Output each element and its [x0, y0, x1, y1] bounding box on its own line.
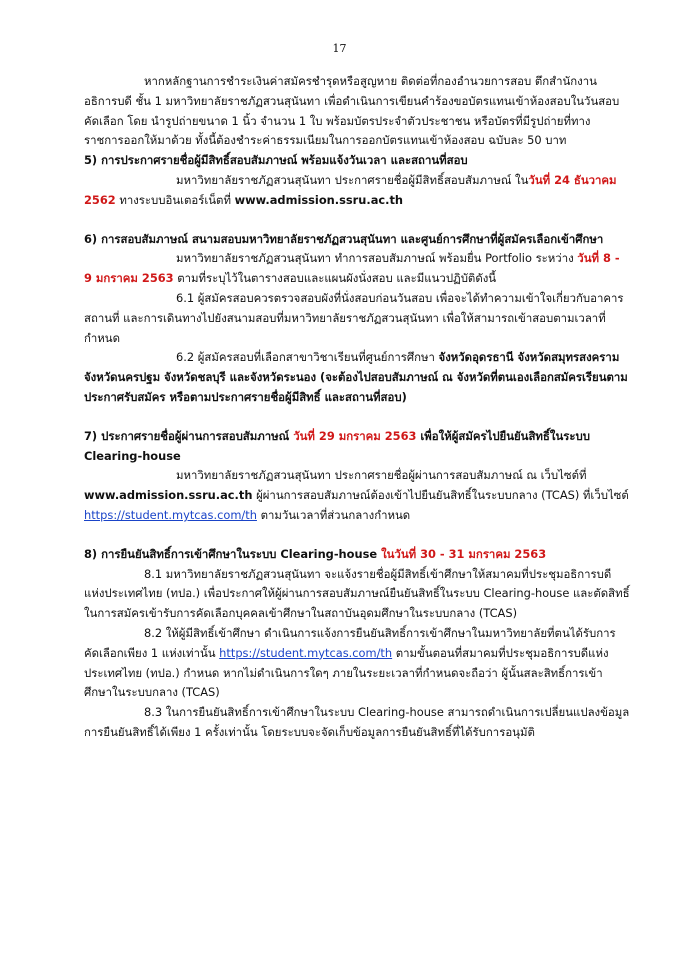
section-7-body — [84, 466, 630, 525]
section-6-item-2 — [84, 348, 630, 407]
section-7-heading-text-2: เพื่อให้ผู้สมัครไปยืนยันสิทธิ์ในระบบ Clearing-house — [84, 428, 590, 463]
section-8-item-3: 8.3 ในการยืนยันสิทธิ์การเข้าศึกษาในระบบ Clearing-house สามารถดำเนินการเปลี่ยนแปลงข้อมูลการยืนยันสิทธิ์ได้เพียง 1 ครั้งเท่านั้น โดยระบบจะจัดเก็บข้อมูลการยืนยันสิทธิ์ที่ได้รับการอนุมัติ — [84, 705, 630, 739]
page-content — [84, 72, 630, 743]
section-6-text-2: ตามที่ระบุไว้ในตารางสอบและแผนผังนั่งสอบ และมีแนวปฏิบัติดังนี้ — [173, 271, 497, 286]
section-6-date: วันที่ 8 - 9 มกราคม 2563 — [84, 251, 620, 286]
mytcas-link[interactable]: https://student.mytcas.com/th — [84, 507, 257, 522]
section-6-item-2-provinces: จังหวัดอุดรธานี จังหวัดสมุทรสงคราม จังหวัดนครปฐม จังหวัดชลบุรี และจังหวัดระนอง (จะต้องไปสอบสัมภาษณ์ ณ จังหวัดที่ตนเองเลือกสมัครเรียนตามประกาศรับสมัคร หรือตามประกาศรายชื่อผู้มีสิทธิ์ และสถานที่สอบ) — [84, 350, 628, 404]
section-7-heading — [84, 427, 630, 467]
admission-url[interactable]: www.admission.ssru.ac.th — [234, 192, 404, 207]
section-6-heading: 6) การสอบสัมภาษณ์ สนามสอบมหาวิทยาลัยราชภัฏสวนสุนันทา และศูนย์การศึกษาที่ผู้สมัครเลือกเข้าศึกษา — [84, 231, 604, 246]
section-6-item-2-text: 6.2 ผู้สมัครสอบที่เลือกสาขาวิชาเรียนที่ศูนย์การศึกษา — [176, 350, 439, 365]
section-6-item-1: 6.1 ผู้สมัครสอบควรตรวจสอบผังที่นั่งสอบก่อนวันสอบ เพื่อจะได้ทำความเข้าใจเกี่ยวกับอาคารสถานที่ และการเดินทางไปยังสนามสอบที่มหาวิทยาลัยราชภัฏสวนสุนันทา เพื่อให้สามารถเข้าสอบตามเวลาที่กำหนด — [84, 290, 624, 345]
section-7-text-3: ตามวันเวลาที่ส่วนกลางกำหนด — [256, 507, 411, 522]
section-8-item-2-text: 8.2 ให้ผู้มีสิทธิ์เข้าศึกษา ดำเนินการแจ้งการยืนยันสิทธิ์การเข้าศึกษาในมหาวิทยาลัยที่ตนได้รับการคัดเลือกเพียง 1 แห่งเท่านั้น — [84, 625, 616, 660]
section-8-item-2 — [84, 624, 630, 703]
section-6-body — [84, 249, 630, 289]
section-8-mytcas-link[interactable]: https://student.mytcas.com/th — [219, 645, 393, 660]
section-5-heading: 5) การประกาศรายชื่อผู้มีสิทธิ์สอบสัมภาษณ์ พร้อมแจ้งวันเวลา และสถานที่สอบ — [84, 153, 468, 168]
page-number: 17 — [332, 42, 347, 55]
section-5-text: มหาวิทยาลัยราชภัฏสวนสุนันทา ประกาศรายชื่อผู้มีสิทธิ์สอบสัมภาษณ์ ใน — [176, 172, 529, 187]
section-8-item-2-text-2: ตามขั้นตอนที่สมาคมที่ประชุมอธิการบดีแห่งประเทศไทย (ทปอ.) กำหนด หากไม่ดำเนินการใดๆ ภายในระยะเวลาที่กำหนดจะถือว่า ผู้นั้นสละสิทธิ์การเข้าศึกษาในระบบกลาง (TCAS) — [84, 645, 609, 700]
intro-paragraph: หากหลักฐานการชำระเงินค่าสมัครชำรุดหรือสูญหาย ติดต่อที่กองอำนวยการสอบ ตึกสำนักงานอธิการบดี ชั้น 1 มหาวิทยาลัยราชภัฏสวนสุนันทา เพื่อดำเนินการเขียนคำร้องขอบัตรแทนเข้าห้องสอบในวันสอบคัดเลือก โดย นำรูปถ่ายขนาด 1 นิ้ว จำนวน 1 ใบ พร้อมบัตรประจำตัวประชาชน หรือบัตรที่มีรูปถ่ายที่ทางราชการออกให้มาด้วย ทั้งนี้ต้องชำระค่าธรรมเนียมในการออกบัตรแทนเข้าห้องสอบ ฉบับละ 50 บาท — [84, 74, 620, 148]
section-5-date: วันที่ 24 ธันวาคม 2562 — [84, 172, 617, 207]
section-5-text-2: ทางระบบอินเตอร์เน็ตที่ — [115, 192, 235, 207]
section-8-heading — [84, 545, 630, 565]
section-7-text: มหาวิทยาลัยราชภัฏสวนสุนันทา ประกาศรายชื่อผู้ผ่านการสอบสัมภาษณ์ ณ เว็บไซต์ที่ — [176, 468, 587, 483]
section-5-body — [84, 171, 630, 211]
section-7-date: วันที่ 29 มกราคม 2563 — [293, 428, 417, 443]
section-7-text-2: ผู้ผ่านการสอบสัมภาษณ์ต้องเข้าไปยืนยันสิทธิ์ในระบบกลาง (TCAS) ที่เว็บไซต์ — [252, 488, 629, 503]
section-7-admission-url[interactable]: www.admission.ssru.ac.th — [84, 488, 253, 503]
section-7-heading-text: 7) ประกาศรายชื่อผู้ผ่านการสอบสัมภาษณ์ — [84, 428, 294, 443]
section-8-date: ในวันที่ 30 - 31 มกราคม 2563 — [381, 546, 547, 561]
section-6-text: มหาวิทยาลัยราชภัฏสวนสุนันทา ทำการสอบสัมภาษณ์ พร้อมยื่น Portfolio ระหว่าง — [176, 251, 578, 266]
section-8-item-1: 8.1 มหาวิทยาลัยราชภัฏสวนสุนันทา จะแจ้งรายชื่อผู้มีสิทธิ์เข้าศึกษาให้สมาคมที่ประชุมอธิการบดีแห่งประเทศไทย (ทปอ.) เพื่อประกาศให้ผู้ผ่านการสอบสัมภาษณ์ยืนยันสิทธิ์ในระบบ Clearing-house และตัดสิทธิ์ในการสมัครเข้ารับการคัดเลือกบุคคลเข้าศึกษาในสถาบันอุดมศึกษาในระบบกลาง (TCAS) — [84, 566, 630, 621]
section-8-heading-text: 8) การยืนยันสิทธิ์การเข้าศึกษาในระบบ Clearing-house — [84, 546, 382, 561]
